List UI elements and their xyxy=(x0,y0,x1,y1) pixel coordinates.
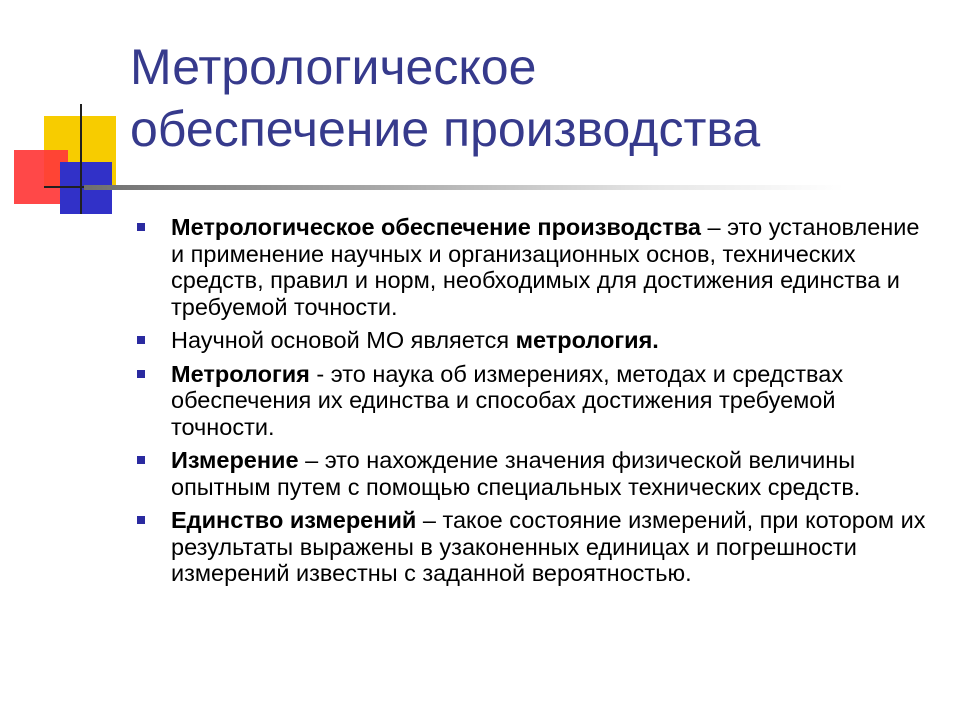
bullet-term: Единство измерений xyxy=(171,507,417,533)
title-underline-rule xyxy=(84,185,844,190)
square-bullet-icon xyxy=(137,336,145,344)
bullet-text: Научной основой МО является xyxy=(171,327,516,353)
bullet-text: - это наука об измерениях, методах и средствах обеспечения их единства и способах достижения требуемой точности. xyxy=(171,360,844,440)
bullet-item xyxy=(130,447,930,500)
square-bullet-icon xyxy=(137,516,145,524)
square-bullet-icon xyxy=(137,456,145,464)
bullet-item xyxy=(130,327,930,354)
bullet-text: – такое состояние измерений, при котором их результаты выражены в узаконенных единицах и погрешности измерений известны с заданной вероятностью. xyxy=(171,507,926,586)
bullet-text: – это нахождение значения физической величины опытным путем с помощью специальных технических средств. xyxy=(171,447,861,500)
bullet-term: Измерение xyxy=(171,447,299,473)
bullet-term: Метрологическое обеспечение производства xyxy=(171,214,701,240)
bullet-item xyxy=(130,361,930,441)
square-bullet-icon xyxy=(137,223,145,231)
bullet-text: – это установление и применение научных и организационных основ, технических средств, правил и норм, необходимых для достижения единства и требуемой точности. xyxy=(171,214,920,320)
vertical-line-decoration xyxy=(80,104,82,214)
bullet-list xyxy=(130,214,930,594)
bullet-term: метрология. xyxy=(515,327,659,353)
bullet-item xyxy=(130,214,930,320)
slide-title-line-2: обеспечение производства xyxy=(130,101,761,157)
bullet-item xyxy=(130,507,930,587)
slide-title-line-1: Метрологическое xyxy=(130,39,537,95)
square-bullet-icon xyxy=(137,370,145,378)
bullet-term: Метрология xyxy=(171,360,310,387)
slide-title xyxy=(130,36,930,160)
